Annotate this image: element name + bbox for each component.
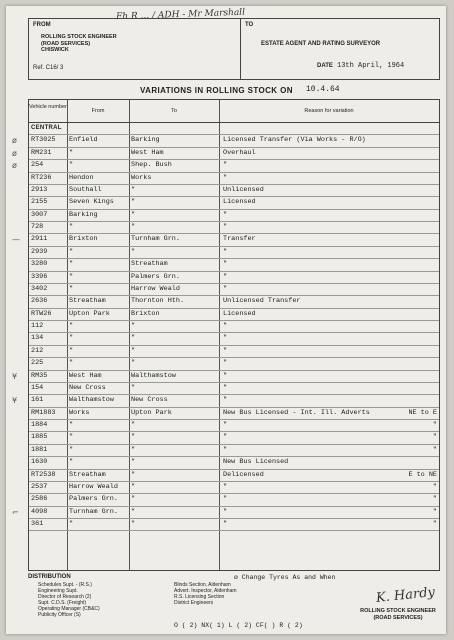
to-cell: " xyxy=(131,210,136,219)
margin-mark: ø xyxy=(12,148,17,158)
reason-cell: " xyxy=(223,260,228,269)
table-row xyxy=(12,395,439,407)
distribution-item: Blinds Section, Aldenham xyxy=(174,582,231,588)
table-row xyxy=(29,457,439,469)
column-header-to: To xyxy=(171,108,177,114)
vehicle-number-cell: 2913 xyxy=(31,185,48,194)
vehicle-number-cell: 112 xyxy=(31,322,44,330)
vehicle-number-cell: 134 xyxy=(31,334,44,343)
table-row xyxy=(12,148,439,160)
table-row xyxy=(12,160,439,172)
from-cell: " xyxy=(69,322,74,330)
extra-note-cell: " xyxy=(432,495,437,504)
table-row xyxy=(29,470,439,482)
section-row xyxy=(29,123,439,135)
extra-note-cell: " xyxy=(432,482,437,491)
to-cell: Turnham Grn. xyxy=(131,235,180,244)
reason-cell: " xyxy=(223,272,228,281)
column-header-from: From xyxy=(91,108,105,114)
distribution-item: Supt. C.D.S. (Freight) xyxy=(38,600,87,606)
from-cell: " xyxy=(69,161,74,170)
from-line: CHISWICK xyxy=(41,47,69,53)
reason-cell: " xyxy=(223,334,228,343)
from-cell: " xyxy=(69,334,74,343)
vehicle-number-cell: RT236 xyxy=(31,173,52,182)
reason-cell: Unlicensed Transfer xyxy=(223,297,301,306)
table-row xyxy=(29,309,439,321)
from-label: FROM xyxy=(33,22,51,28)
reason-cell: " xyxy=(223,359,228,368)
document-sheet xyxy=(6,6,446,634)
from-cell: Hendon xyxy=(69,173,94,182)
distribution-item: Operating Manager (CB&C) xyxy=(38,606,100,612)
from-cell: " xyxy=(69,520,74,528)
from-cell: Walthamstow xyxy=(69,396,114,405)
page-title: VARIATIONS IN ROLLING STOCK ON xyxy=(140,86,293,95)
to-cell: " xyxy=(131,223,136,231)
table-row xyxy=(29,185,439,197)
reason-cell: New Bus Licensed xyxy=(223,458,289,467)
table-row xyxy=(29,482,439,494)
from-cell: Harrow Weald xyxy=(69,482,118,491)
to-cell: " xyxy=(131,520,136,528)
margin-mark: ¥ xyxy=(12,371,18,381)
from-cell: " xyxy=(69,421,74,429)
vehicle-number-cell: RM35 xyxy=(31,371,48,380)
date-value: 13th April, 1964 xyxy=(337,62,405,70)
reference-number: Ref. C16/ 3 xyxy=(33,65,64,71)
table-row xyxy=(29,358,439,370)
distribution-footer xyxy=(28,572,438,632)
margin-mark: ø xyxy=(12,136,17,146)
to-cell: Shep. Bush xyxy=(131,161,172,170)
reason-cell: " xyxy=(223,346,228,355)
to-cell: New Cross xyxy=(131,396,168,405)
extra-note-cell: " xyxy=(432,433,437,442)
margin-mark: ⌐ xyxy=(12,507,19,517)
table-row xyxy=(12,234,439,246)
table-row xyxy=(12,135,439,147)
distribution-list-left xyxy=(38,582,100,618)
tyre-change-note: ø Change Tyres As and When xyxy=(234,574,336,581)
reason-cell: " xyxy=(223,421,228,429)
vehicle-number-cell: RM231 xyxy=(31,148,52,157)
reason-cell: " xyxy=(223,173,228,182)
vehicle-number-cell: 212 xyxy=(31,346,44,355)
reason-cell: Unlicensed xyxy=(223,185,264,194)
distribution-list-middle xyxy=(174,582,237,606)
extra-note-cell: E to NE xyxy=(408,470,437,479)
to-cell: " xyxy=(131,482,136,491)
to-label: TO xyxy=(245,22,254,28)
from-cell: Seven Kings xyxy=(69,198,114,207)
reason-cell: New Bus Licensed - Int. Ill. Adverts xyxy=(223,408,370,417)
handwritten-note: Fh R ... / ADH - Mr Marshall xyxy=(115,7,246,23)
table-row xyxy=(29,197,439,209)
reason-cell: " xyxy=(223,445,228,454)
from-cell: " xyxy=(69,445,74,454)
vehicle-number-cell: 2636 xyxy=(31,297,48,306)
reason-cell: " xyxy=(223,247,228,256)
to-cell: " xyxy=(131,433,136,442)
table-row xyxy=(29,494,439,506)
from-cell: Enfield xyxy=(69,136,98,145)
from-line: (ROAD SERVICES) xyxy=(41,40,91,47)
to-cell: West Ham xyxy=(131,148,164,157)
reason-cell: " xyxy=(223,433,228,442)
date-label: DATE xyxy=(317,63,333,69)
table-body xyxy=(12,123,439,531)
table-row xyxy=(29,519,439,531)
from-cell: " xyxy=(69,458,74,467)
reason-cell: Licensed Transfer (Via Works - R/O) xyxy=(223,136,366,145)
to-recipient: ESTATE AGENT AND RATING SURVEYOR xyxy=(261,41,381,47)
table-row xyxy=(29,259,439,271)
vehicle-number-cell: 3007 xyxy=(31,210,48,219)
table-row xyxy=(12,371,439,383)
vehicle-number-cell: 2155 xyxy=(31,198,48,207)
to-cell: " xyxy=(131,359,136,368)
vehicle-number-cell: 2911 xyxy=(31,235,48,244)
margin-mark: ¥ xyxy=(12,396,18,406)
to-cell: Upton Park xyxy=(131,408,172,417)
column-header-vehicle: Vehicle number xyxy=(29,104,67,110)
from-cell: " xyxy=(69,284,74,293)
to-cell: " xyxy=(131,383,136,392)
vehicle-number-cell: 728 xyxy=(31,223,44,231)
vehicle-number-cell: 3396 xyxy=(31,272,48,281)
from-cell: Southall xyxy=(69,185,102,194)
reason-cell: " xyxy=(223,396,228,405)
table-row xyxy=(29,346,439,358)
to-cell: " xyxy=(131,185,136,194)
table-row xyxy=(29,333,439,345)
table-row xyxy=(29,284,439,296)
reason-cell: " xyxy=(223,161,228,170)
distribution-item: Schedules Supt. - (R.S.) xyxy=(38,582,92,588)
from-cell: Barking xyxy=(69,210,98,219)
distribution-item: Engineering Supt. xyxy=(38,588,78,594)
from-cell: Palmers Grn. xyxy=(69,495,118,504)
extra-note-cell: " xyxy=(432,520,437,528)
to-cell: Brixton xyxy=(131,309,160,318)
vehicle-number-cell: 3402 xyxy=(31,284,48,293)
title-date: 10.4.64 xyxy=(306,85,340,94)
table-row xyxy=(29,222,439,234)
to-cell: " xyxy=(131,421,136,429)
to-cell: Palmers Grn. xyxy=(131,272,180,281)
table-row xyxy=(29,408,439,420)
engineer-line: ROLLING STOCK ENGINEER xyxy=(360,608,436,614)
from-cell: " xyxy=(69,148,74,157)
from-cell: Streatham xyxy=(69,470,106,479)
reason-cell: " xyxy=(223,520,228,528)
reason-cell: Overhaul xyxy=(223,148,256,157)
vehicle-number-cell: 2586 xyxy=(31,495,48,504)
extra-note-cell: " xyxy=(432,445,437,454)
from-cell: " xyxy=(69,223,74,231)
table-row xyxy=(29,296,439,308)
extra-note-cell: " xyxy=(432,507,437,516)
engineer-line: (ROAD SERVICES) xyxy=(373,614,423,621)
vehicle-number-cell: 1630 xyxy=(31,458,48,467)
to-cell: Barking xyxy=(131,136,160,145)
table-row xyxy=(29,321,439,333)
vehicle-number-cell: 1885 xyxy=(31,433,48,442)
vehicle-number-cell: 1881 xyxy=(31,445,48,454)
distribution-item: Publicity Officer (S) xyxy=(38,612,81,618)
to-cell: " xyxy=(131,247,136,256)
from-address xyxy=(41,34,117,54)
vehicle-number-cell: 254 xyxy=(31,161,44,170)
reason-cell: " xyxy=(223,223,228,231)
reason-cell: " xyxy=(223,322,228,330)
from-cell: " xyxy=(69,260,74,269)
to-cell: " xyxy=(131,322,136,330)
reason-cell: " xyxy=(223,371,228,380)
table-row xyxy=(29,420,439,432)
table-row xyxy=(29,210,439,222)
to-cell: Harrow Weald xyxy=(131,284,180,293)
to-cell: " xyxy=(131,507,136,516)
vehicle-number-cell: RT2538 xyxy=(31,470,56,479)
distribution-item: R.S. Licensing Section xyxy=(174,594,225,600)
to-cell: " xyxy=(131,445,136,454)
table-row xyxy=(29,432,439,444)
vehicle-number-cell: 2537 xyxy=(31,482,48,491)
from-cell: " xyxy=(69,272,74,281)
margin-mark: — xyxy=(12,235,20,245)
extra-note-cell: " xyxy=(432,421,437,429)
variations-table xyxy=(12,99,440,571)
extra-note-cell: NE to E xyxy=(408,408,437,417)
distribution-item: Advert. Inspector, Aldenham xyxy=(174,588,237,594)
distribution-item: Director of Research (2) xyxy=(38,594,92,600)
table-row xyxy=(29,445,439,457)
reason-cell: " xyxy=(223,383,228,392)
engineer-title xyxy=(358,608,438,621)
reason-cell: " xyxy=(223,495,228,504)
reason-cell: " xyxy=(223,507,228,516)
from-cell: Works xyxy=(69,408,90,417)
from-cell: " xyxy=(69,359,74,368)
vehicle-number-cell: RM1883 xyxy=(31,408,56,417)
to-cell: " xyxy=(131,470,136,479)
from-cell: " xyxy=(69,433,74,442)
vehicle-number-cell: RTW26 xyxy=(31,309,52,318)
from-cell: Turnham Grn. xyxy=(69,507,118,516)
distribution-item: District Engineers xyxy=(174,600,214,606)
to-cell: Streatham xyxy=(131,260,168,269)
margin-mark: ø xyxy=(12,161,17,171)
vehicle-number-cell: RT3025 xyxy=(31,136,56,145)
vehicle-number-cell: 3280 xyxy=(31,260,48,269)
to-cell: Thornton Hth. xyxy=(131,297,185,306)
memo-header xyxy=(28,18,440,80)
vehicle-number-cell: 4098 xyxy=(31,507,48,516)
to-cell: " xyxy=(131,198,136,207)
header-divider xyxy=(240,19,241,79)
distribution-label: DISTRIBUTION xyxy=(28,574,71,580)
reason-cell: Licensed xyxy=(223,309,256,318)
to-cell: " xyxy=(131,458,136,467)
reason-cell: Transfer xyxy=(223,235,256,244)
table-row xyxy=(29,383,439,395)
to-cell: " xyxy=(131,334,136,343)
distribution-codes: O ( 2) NX( 1) L ( 2) CF( ) R ( 2) xyxy=(174,622,303,629)
from-cell: " xyxy=(69,346,74,355)
to-cell: " xyxy=(131,495,136,504)
table-row xyxy=(29,272,439,284)
reason-cell: " xyxy=(223,284,228,293)
column-header-reason: Reason for variation xyxy=(304,108,354,114)
vehicle-number-cell: 225 xyxy=(31,359,44,368)
from-cell: Streatham xyxy=(69,297,106,306)
from-cell: New Cross xyxy=(69,383,106,392)
to-cell: Walthamstow xyxy=(131,371,176,380)
reason-cell: Delicensed xyxy=(223,470,264,479)
vehicle-number-cell: 154 xyxy=(31,383,44,392)
table-row xyxy=(29,247,439,259)
reason-cell: Licensed xyxy=(223,198,256,207)
from-cell: West Ham xyxy=(69,371,102,380)
table-row xyxy=(29,173,439,185)
reason-cell: " xyxy=(223,482,228,491)
vehicle-number-cell: CENTRAL xyxy=(31,125,62,131)
vehicle-number-cell: 161 xyxy=(31,396,44,405)
vehicle-number-cell: 1884 xyxy=(31,421,48,429)
to-cell: " xyxy=(131,346,136,355)
from-cell: " xyxy=(69,247,74,256)
reason-cell: " xyxy=(223,210,228,219)
from-cell: Brixton xyxy=(69,235,98,244)
signature: K. Hardy xyxy=(375,584,436,607)
table-row xyxy=(12,507,439,519)
vehicle-number-cell: 2939 xyxy=(31,247,48,256)
to-cell: Works xyxy=(131,173,152,182)
vehicle-number-cell: 361 xyxy=(31,520,44,528)
from-cell: Upton Park xyxy=(69,309,110,318)
title-row xyxy=(28,86,438,98)
from-line: ROLLING STOCK ENGINEER xyxy=(41,34,117,40)
